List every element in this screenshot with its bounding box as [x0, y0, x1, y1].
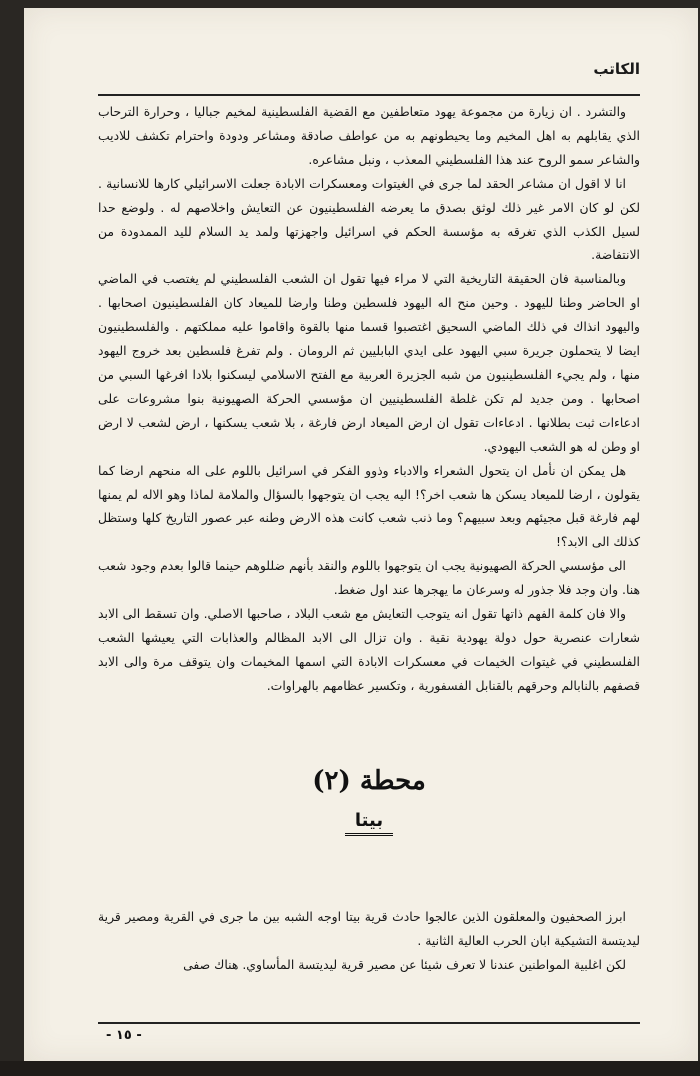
paragraph: لكن اغلبية المواطنين عندنا لا تعرف شيئا عن مصير قرية ليديتسة المأساوي. هناك صفى	[183, 956, 626, 972]
footer-divider	[98, 1022, 640, 1024]
page-number: - ١٥ -	[106, 1028, 142, 1043]
main-text-block	[98, 100, 640, 698]
scan-edge	[0, 1061, 700, 1076]
paragraph: والتشرد . ان زيارة من مجموعة يهود متعاطفين مع القضية الفلسطينية لمخيم جباليا ، وحرارة الترحاب الذي يقابلهم به اهل المخيم وما يحيطونهم به من عواطف صادقة ومشاعر ودودة واحترام تكشف للاديب والشاعر سمو الروح عند هذا الفلسطيني المعذب ، ونبل مشاعره.	[98, 104, 640, 167]
section-subtitle-wrap	[98, 810, 640, 831]
paragraph: ابرز الصحفيون والمعلقون الذين عالجوا حادث قرية بيتا اوجه الشبه بين ما جرى في القرية ومصير قرية ليديتسة التشيكية ابان الحرب العالية الثانية .	[98, 909, 640, 948]
paragraph: وبالمناسبة فان الحقيقة التاريخية التي لا مراء فيها تقول ان الشعب الفلسطيني لم يغتصب في الماضي او الحاضر وطنا لليهود . وحين منح اله اليهود فلسطين وطنا وارضا للميعاد كان الفلسطينيون اصحابها . واليهود انذاك في ذلك الماضي السحيق اغتصبوا قسما منها بالقوة واقاموا عليه مملكتهم . والفلسطينيون ايضا لا يتحملون جريرة سبي اليهود على ايدي البابليين ثم الرومان . ولم تفرغ فلسطين بعد خروج اليهود منها ، ولم يجيء الفلسطينيون من شبه الجزيرة العربية مع الفتح الاسلامي ليسكنوا بلادا افرغها السبي من اصحابها . ومن جديد لم تكن غلطة الفلسطينيين ان مؤسسي الحركة الصهيونية بنوا مشروعات على ادعاءات ثبت بطلانها . ادعاءات تقول ان ارض الميعاد ارض فارغة ، بلا شعب يسكنها ، ارض لشعب لا ارض او وطن له هو الشعب اليهودي.	[98, 271, 640, 454]
section-title: محطة (٢)	[312, 766, 426, 796]
section-subtitle: بيتا	[345, 810, 393, 836]
paragraph: الى مؤسسي الحركة الصهيونية يجب ان يتوجهوا باللوم والنقد بأنهم ضللوهم حينما قالوا بعدم وجود شعب هنا. وان وجد فلا جذور له وسرعان ما يهجرها عند اول ضغط.	[98, 558, 640, 598]
paragraph: انا لا اقول ان مشاعر الحقد لما جرى في الغيتوات ومعسكرات الابادة جعلت الاسرائيلي كارها للانسانية . لكن لو كان الامر غير ذلك لوثق بصدق ما يعرضه الفلسطينيون عن التعايش واخلاصهم له . ولوضع حدا لسيل الكذب الذي تغرقه به مؤسسة الحكم في اسرائيل واجهزتها ولمد يد السلام لليد الممدودة من الانتفاضة.	[98, 175, 640, 263]
paragraph: هل يمكن ان نأمل ان يتحول الشعراء والادباء وذوو الفكر في اسرائيل باللوم على اله منحهم ارضا كما يقولون ، ارضا للميعاد يسكن ها شعب اخر؟! اليه يجب ان يتوجهوا بالسؤال والملامة لماذا وهو الاله لم يمنها لهم فارغة قبل مجيئهم وبعد سبيهم؟ وما ذنب شعب كانت هذه الارض وطنه عبر عصور التاريخ كلها وستظل كذلك الى الابد؟!	[98, 462, 640, 550]
header-divider	[98, 94, 640, 96]
section-heading	[98, 766, 640, 831]
paragraph: والا فان كلمة الفهم ذاتها تقول انه يتوجب التعايش مع شعب البلاد ، صاحبها الاصلي. وان تسقط الى الابد شعارات عنصرية حول دولة يهودية نقية . وان تزال الى الابد المظالم والعذابات التي يعيشها الشعب الفلسطيني في غيتوات الخيمات في معسكرات الابادة التي اسمها المخيمات وان يتوقف مرة والى الابد قصفهم بالنابالم وحرقهم بالقنابل الفسفورية ، وتكسير عظامهم بالهراوات.	[98, 606, 640, 693]
section-text-block	[98, 905, 640, 977]
running-header-title: الكاتب	[593, 60, 640, 78]
